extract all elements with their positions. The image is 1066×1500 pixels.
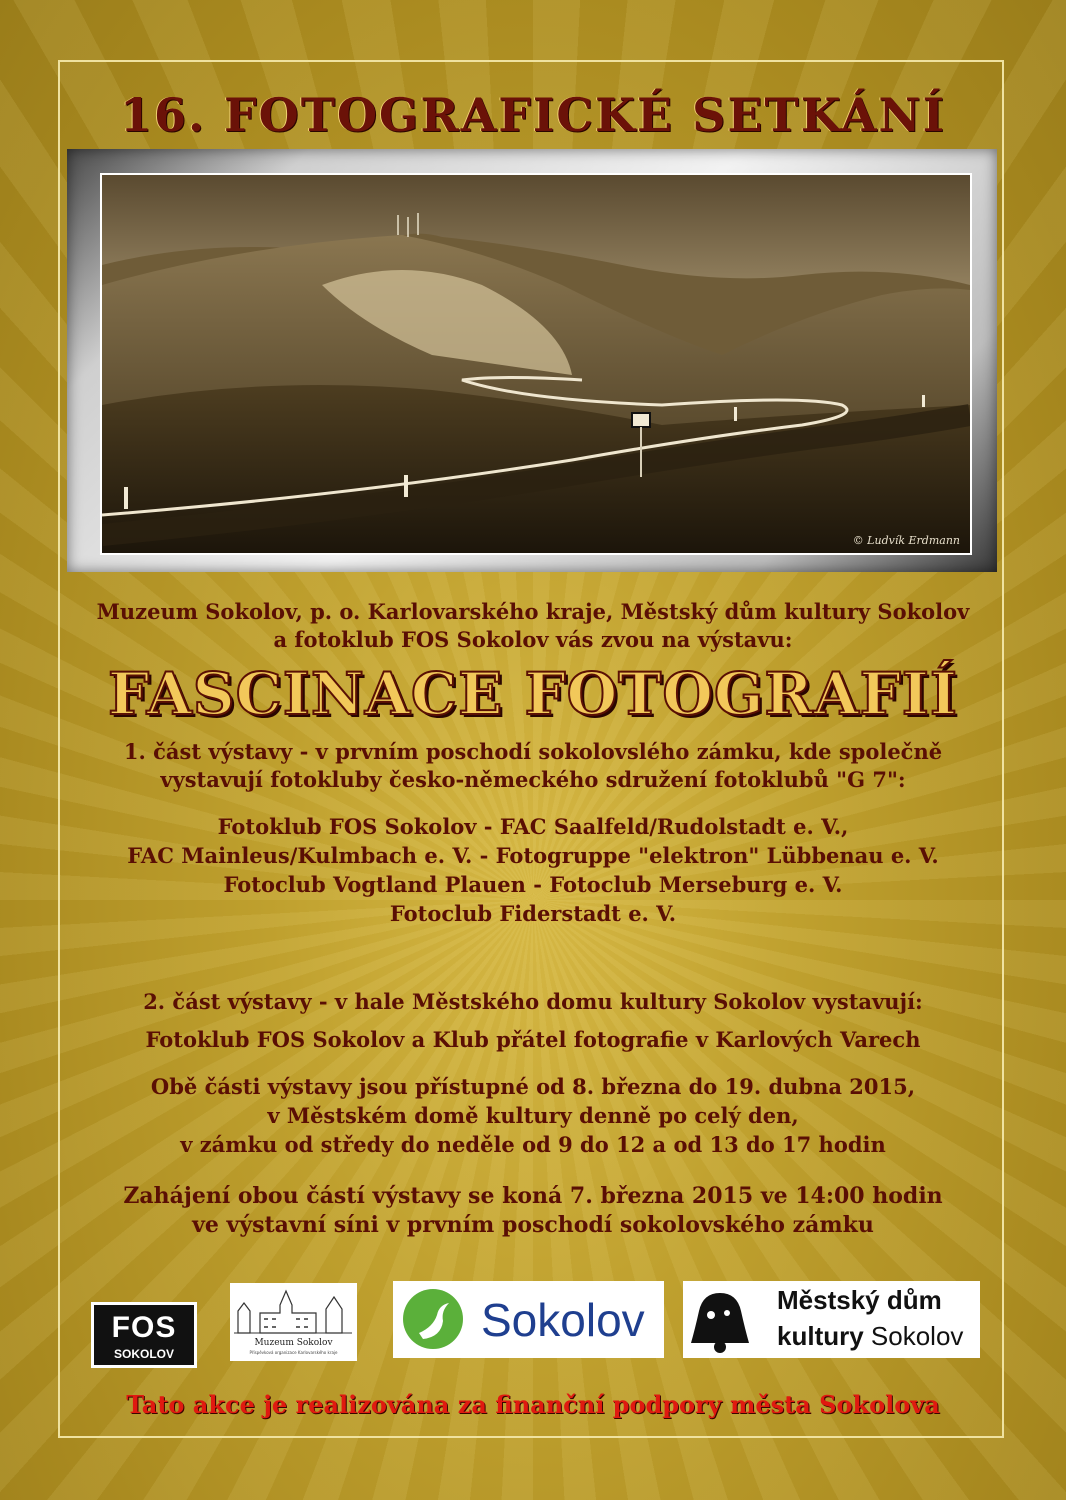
dates-line: v Městském domě kultury denně po celý den, [267,1103,799,1128]
muzeum-logo-sub: Příspěvková organizace Karlovarského kraje [249,1350,338,1355]
mdk-logo-sokolov: Sokolov [870,1321,964,1351]
club-line: FAC Mainleus/Kulmbach e. V. - Fotogruppe "elektron" Lübbenau e. V. [127,843,939,868]
opening-line: ve výstavní síni v prvním poschodí sokolovského zámku [192,1212,874,1238]
mdk-logo-kultury: kultury [777,1321,864,1351]
club-line: Fotoklub FOS Sokolov - FAC Saalfeld/Rudolstadt e. V., [217,814,849,839]
fos-logo-subtext: SOKOLOV [113,1347,174,1361]
club-line: Fotoclub Fiderstadt e. V. [389,901,677,926]
fos-sokolov-logo [91,1302,197,1368]
part1-line-2: vystavují fotokluby česko-německého sdružení fotoklubů "G 7": [160,767,906,792]
event-title: 16. FOTOGRAFICKÉ SETKÁNÍ [119,88,946,142]
dates-line: v zámku od středy do neděle od 9 do 12 a od 13 do 17 hodin [180,1132,886,1157]
mdk-logo-line-2 [777,1321,963,1352]
muzeum-logo-name: Muzeum Sokolov [254,1338,333,1348]
fos-logo-text: FOS [111,1311,177,1344]
part1-line-1: 1. část výstavy - v prvním poschodí sokolovslého zámku, kde společně [123,739,943,764]
sokolov-leaf-icon [393,1281,469,1358]
footer-note: Tato akce je realizována za finanční podpory města Sokolova [126,1390,940,1419]
city-sokolov-logo [393,1281,664,1358]
opening-line: Zahájení obou částí výstavy se koná 7. března 2015 ve 14:00 hodin [123,1183,943,1209]
muzeum-sokolov-logo [230,1283,357,1361]
invite-line-1: Muzeum Sokolov, p. o. Karlovarského kraje, Městský dům kultury Sokolov [96,599,970,624]
part2-line-2: Fotoklub FOS Sokolov a Klub přátel fotografie v Karlových Varech [145,1027,921,1052]
bell-icon [687,1285,753,1355]
dates-line: Obě části výstavy jsou přístupné od 8. března do 19. dubna 2015, [150,1074,916,1099]
landscape-photo [100,173,972,555]
mdk-logo-line-1: Městský dům [777,1285,942,1315]
exhibition-title: FASCINACE FOTOGRAFIÍ [107,660,959,728]
castle-icon [230,1283,357,1337]
part2-line-1: 2. část výstavy - v hale Městského domu kultury Sokolov vystavují: [143,989,923,1014]
city-logo-name: Sokolov [481,1294,645,1346]
mdk-sokolov-logo [683,1281,980,1358]
invite-line-2: a fotoklub FOS Sokolov vás zvou na výstavu: [273,627,793,652]
photo-credit: © Ludvík Erdmann [852,534,960,547]
club-line: Fotoclub Vogtland Plauen - Fotoclub Merseburg e. V. [223,872,843,897]
